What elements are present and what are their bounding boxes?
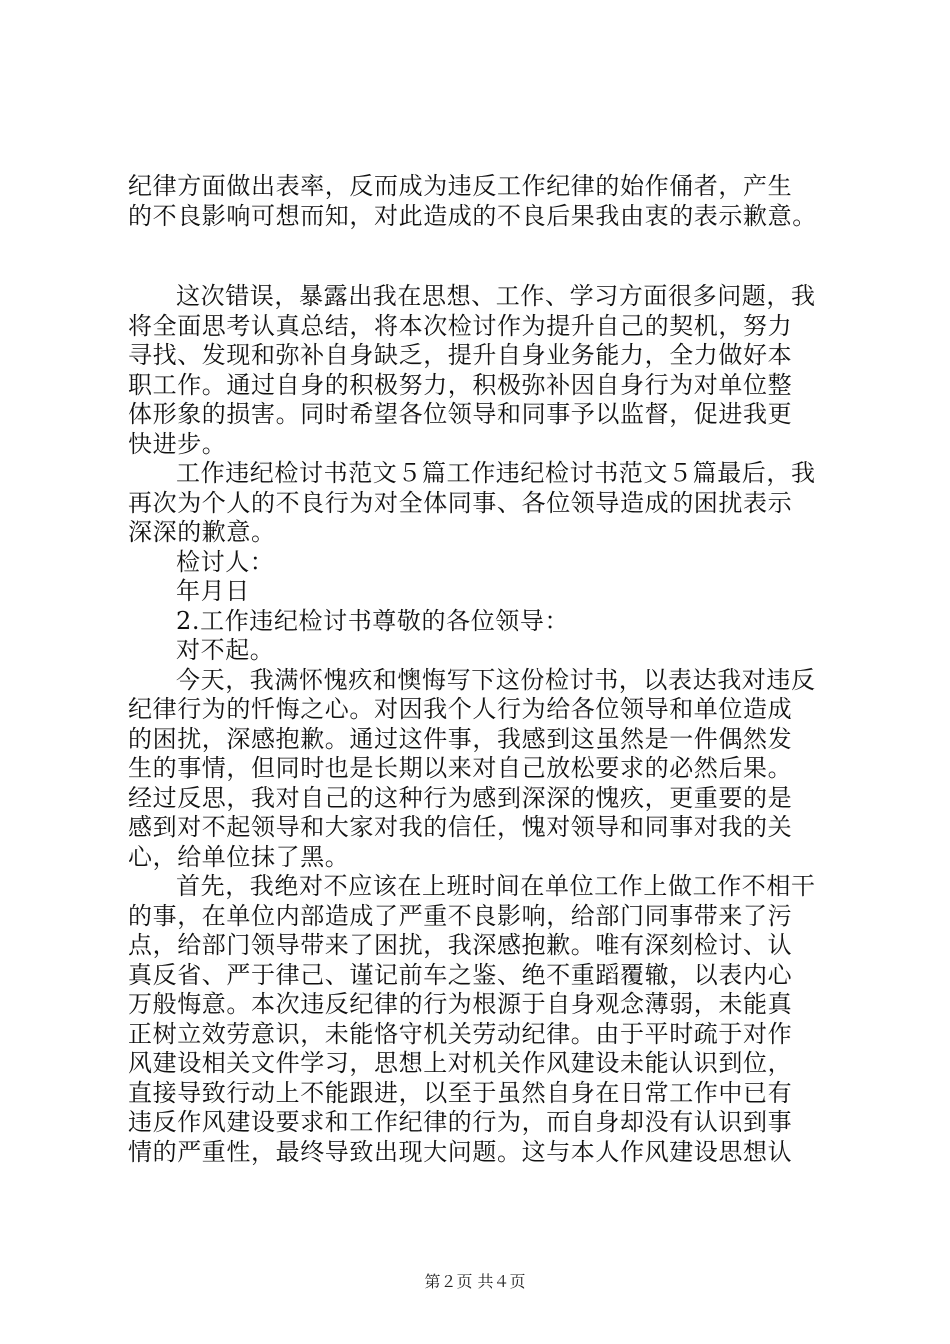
date-label [128, 577, 833, 607]
text-line: 首先，我绝对不应该在上班时间在单位工作上做工作不相干 [176, 872, 816, 900]
text-line: 对不起。 [176, 636, 275, 664]
text-line: 的不良影响可想而知，对此造成的不良后果我由衷的表示歉意。 [128, 201, 817, 230]
text-line: 今天，我满怀愧疚和懊悔写下这份检讨书，以表达我对违反 [176, 665, 816, 694]
text-line: 直接导致行动上不能跟进，以至于虽然自身在日常工作中已有 [128, 1078, 793, 1107]
text-line: 纪律行为的忏悔之心。对因我个人行为给各位领导和单位造成 [128, 695, 793, 723]
text-line: 将全面思考认真总结，将本次检讨作为提升自己的契机，努力 [128, 311, 793, 340]
paragraph-gap [128, 231, 833, 282]
text-line: 正树立效劳意识，未能恪守机关劳动纪律。由于平时疏于对作 [128, 1019, 793, 1048]
page-number-footer: 第２页 共４页 [424, 1272, 526, 1291]
text-line: 生的事情，但同时也是长期以来对自己放松要求的必然后果。 [128, 754, 793, 782]
text-line: 心，给单位抹了黑。 [128, 842, 350, 871]
paragraph [128, 459, 833, 548]
text-line: 寻找、发现和弥补自身缺乏，提升自身业务能力，全力做好本 [128, 341, 793, 369]
text-line: 这次错误，暴露出我在思想、工作、学习方面很多问题，我 [176, 282, 816, 310]
paragraph [128, 636, 833, 666]
text-line: 感到对不起领导和大家对我的信任，愧对领导和同事对我的关 [128, 813, 793, 841]
paragraph [128, 282, 833, 459]
text-line: 的事，在单位内部造成了严重不良影响，给部门同事带来了污 [128, 901, 793, 930]
paragraph [128, 172, 833, 231]
text-line: 工作违纪检讨书范文５篇工作违纪检讨书范文５篇最后，我 [176, 459, 816, 487]
text-line: 年月日 [176, 577, 250, 605]
text-line: 风建设相关文件学习，思想上对机关作风建设未能认识到位， [128, 1049, 793, 1077]
text-line: 体形象的损害。同时希望各位领导和同事予以监督，促进我更 [128, 400, 793, 428]
text-line: 纪律方面做出表率，反而成为违反工作纪律的始作俑者，产生 [128, 172, 793, 200]
text-line: 经过反思，我对自己的这种行为感到深深的愧疚，更重要的是 [128, 783, 793, 812]
text-line: 检讨人： [176, 547, 275, 576]
text-line: 情的严重性，最终导致出现大问题。这与本人作风建设思想认 [128, 1137, 793, 1166]
text-line: 的困扰，深感抱歉。通过这件事，我感到这虽然是一件偶然发 [128, 724, 793, 753]
text-line: 再次为个人的不良行为对全体同事、各位领导造成的困扰表示 [128, 488, 793, 517]
text-line: 点，给部门领导带来了困扰，我深感抱歉。唯有深刻检讨、认 [128, 931, 793, 959]
section-heading [128, 607, 833, 637]
document-body [128, 172, 833, 1167]
text-line: 职工作。通过自身的积极努力，积极弥补因自身行为对单位整 [128, 370, 793, 399]
paragraph [128, 872, 833, 1167]
text-line: 深深的歉意。 [128, 518, 276, 546]
text-line: 万般悔意。本次违反纪律的行为根源于自身观念薄弱，未能真 [128, 990, 793, 1018]
signature-label [128, 548, 833, 578]
paragraph [128, 666, 833, 873]
text-line: 快进步。 [128, 429, 227, 458]
text-line: 真反省、严于律己、谨记前车之鉴、绝不重蹈覆辙，以表内心 [128, 960, 793, 989]
text-line: 2.工作违纪检讨书尊敬的各位领导： [176, 606, 570, 635]
text-line: 违反作风建设要求和工作纪律的行为，而自身却没有认识到事 [128, 1108, 793, 1136]
